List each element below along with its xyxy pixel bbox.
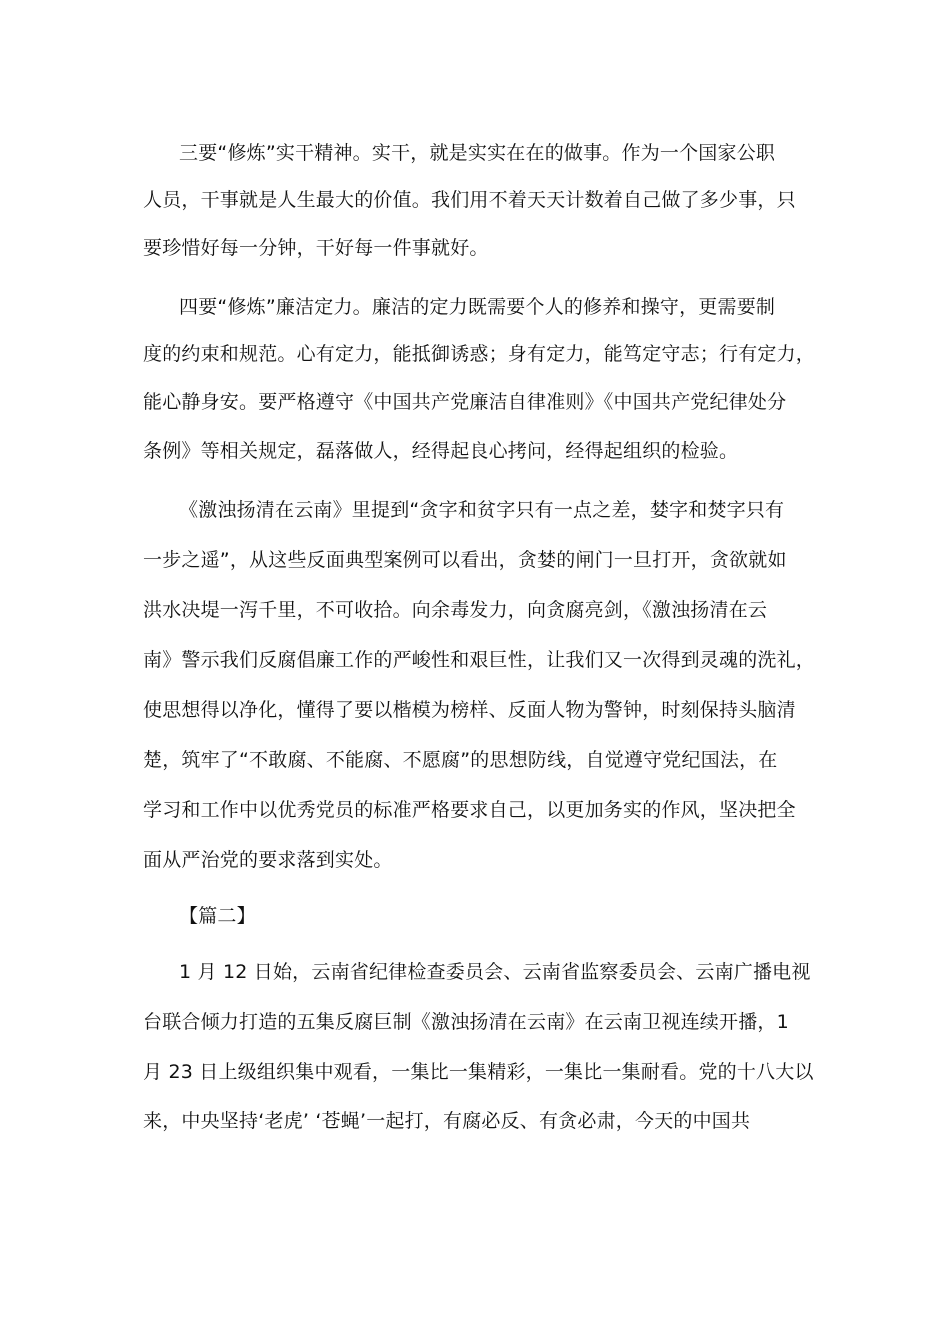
text-line: 月 23 日上级组织集中观看，一集比一集精彩，一集比一集耐看。党的十八大以 (143, 1061, 814, 1083)
text-line: 台联合倾力打造的五集反腐巨制《激浊扬清在云南》在云南卫视连续开播，1 (143, 1011, 789, 1033)
text-line: 学习和工作中以优秀党员的标准严格要求自己，以更加务实的作风，坚决把全 (143, 799, 796, 821)
text-line: 面从严治党的要求落到实处。 (143, 849, 393, 871)
text-line: 一步之遥”，从这些反面典型案例可以看出，贪婪的闸门一旦打开，贪欲就如 (143, 549, 787, 571)
text-line: 洪水决堤一泻千里，不可收拾。向余毒发力，向贪腐亮剑，《激浊扬清在云 (143, 599, 768, 621)
text-line: 度的约束和规范。心有定力，能抵御诱惑；身有定力，能笃定守志；行有定力， (143, 343, 816, 365)
section-heading-text: 【篇二】 (179, 905, 256, 927)
text-line: 1 月 12 日始，云南省纪律检查委员会、云南省监察委员会、云南广播电视 (179, 961, 811, 983)
text-line: 三要“修炼”实干精神。实干，就是实实在在的做事。作为一个国家公职 (179, 142, 776, 164)
text-line: 人员，干事就是人生最大的价值。我们用不着天天计数着自己做了多少事，只 (143, 189, 796, 211)
text-line: 使思想得以净化，懂得了要以楷模为榜样、反面人物为警钟，时刻保持头脑清 (143, 699, 796, 721)
text-line: 要珍惜好每一分钟，干好每一件事就好。 (143, 237, 489, 259)
text-line: 南》警示我们反腐倡廉工作的严峻性和艰巨性，让我们又一次得到灵魂的洗礼， (143, 649, 816, 671)
text-line: 《激浊扬清在云南》里提到“贪字和贫字只有一点之差，婪字和焚字只有 (179, 499, 785, 521)
text-line: 来，中央坚持‘老虎’ ‘苍蝇’一起打，有腐必反、有贪必肃，今天的中国共 (143, 1110, 751, 1132)
text-line: 能心静身安。要严格遵守《中国共产党廉洁自律准则》《中国共产党纪律处分 (143, 391, 787, 413)
text-line: 楚，筑牢了“不敢腐、不能腐、不愿腐”的思想防线，自觉遵守党纪国法，在 (143, 749, 778, 771)
text-line: 条例》等相关规定，磊落做人，经得起良心拷问，经得起组织的检验。 (143, 440, 739, 462)
text-line: 四要“修炼”廉洁定力。廉洁的定力既需要个人的修养和操守，更需要制 (179, 296, 776, 318)
